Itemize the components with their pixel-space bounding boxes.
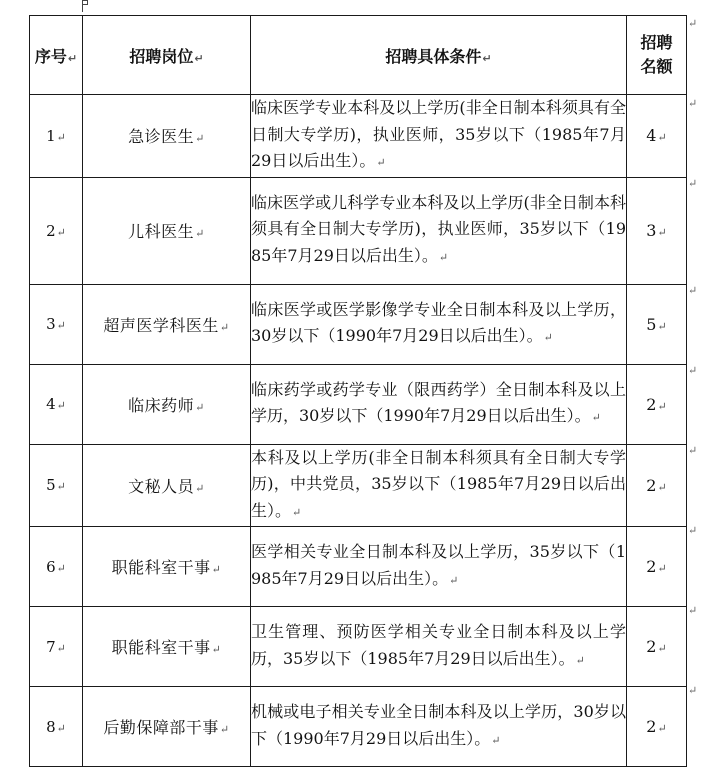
table-row — [30, 95, 687, 178]
row-end-mark: ↵ — [688, 684, 698, 697]
row-quota: 5↵ — [627, 284, 687, 364]
row-index: 1↵ — [30, 95, 83, 178]
row-end-mark: ↵ — [688, 364, 698, 377]
row-position: 急诊医生↵ — [83, 95, 251, 178]
table-row — [30, 177, 687, 284]
paragraph-anchor-mark — [82, 0, 89, 12]
row-conditions: 临床医学或儿科学专业本科及以上学历(非全日制本科须具有全日制大专学历)，执业医师，35岁以下（1985年7月29日以后出生）。↵ — [251, 177, 627, 284]
header-quota: 招聘名额 — [627, 16, 687, 95]
row-position: 职能科室干事↵ — [83, 527, 251, 607]
row-quota: 2↵ — [627, 607, 687, 687]
row-end-mark: ↵ — [688, 17, 698, 30]
row-conditions: 临床药学或药学专业（限西药学）全日制本科及以上学历，30岁以下（1990年7月29日以后出生）。↵ — [251, 364, 627, 444]
table-row — [30, 687, 687, 767]
row-quota: 2↵ — [627, 364, 687, 444]
row-quota: 2↵ — [627, 527, 687, 607]
row-index: 2↵ — [30, 177, 83, 284]
row-end-mark: ↵ — [688, 524, 698, 537]
row-position: 后勤保障部干事↵ — [83, 687, 251, 767]
table-row — [30, 527, 687, 607]
row-position: 职能科室干事↵ — [83, 607, 251, 687]
header-conditions: 招聘具体条件↵ — [251, 16, 627, 95]
row-conditions: 本科及以上学历(非全日制本科须具有全日制大专学历)，中共党员，35岁以下（1985年7月29日以后出生）。↵ — [251, 444, 627, 527]
table-row — [30, 444, 687, 527]
row-end-mark: ↵ — [688, 284, 698, 297]
row-end-mark: ↵ — [688, 444, 698, 457]
row-conditions: 卫生管理、预防医学相关专业全日制本科及以上学历，35岁以下（1985年7月29日以后出生）。↵ — [251, 607, 627, 687]
row-index: 4↵ — [30, 364, 83, 444]
row-conditions: 医学相关专业全日制本科及以上学历，35岁以下（1985年7月29日以后出生）。↵ — [251, 527, 627, 607]
table-row — [30, 284, 687, 364]
recruitment-table — [29, 15, 687, 767]
table-row — [30, 607, 687, 687]
row-quota: 4↵ — [627, 95, 687, 178]
table-row — [30, 364, 687, 444]
header-position: 招聘岗位↵ — [83, 16, 251, 95]
row-position: 临床药师↵ — [83, 364, 251, 444]
header-row — [30, 16, 687, 95]
row-end-mark: ↵ — [688, 97, 698, 110]
row-conditions: 机械或电子相关专业全日制本科及以上学历，30岁以下（1990年7月29日以后出生）。↵ — [251, 687, 627, 767]
row-index: 6↵ — [30, 527, 83, 607]
row-quota: 2↵ — [627, 687, 687, 767]
row-quota: 2↵ — [627, 444, 687, 527]
row-conditions: 临床医学或医学影像学专业全日制本科及以上学历，30岁以下（1990年7月29日以后出生）。↵ — [251, 284, 627, 364]
row-end-mark: ↵ — [688, 604, 698, 617]
row-end-mark: ↵ — [688, 177, 698, 190]
row-quota: 3↵ — [627, 177, 687, 284]
row-index: 8↵ — [30, 687, 83, 767]
row-position: 超声医学科医生↵ — [83, 284, 251, 364]
row-position: 文秘人员↵ — [83, 444, 251, 527]
row-index: 3↵ — [30, 284, 83, 364]
row-index: 5↵ — [30, 444, 83, 527]
header-index: 序号↵ — [30, 16, 83, 95]
row-position: 儿科医生↵ — [83, 177, 251, 284]
row-conditions: 临床医学专业本科及以上学历(非全日制本科须具有全日制大专学历)，执业医师，35岁以下（1985年7月29日以后出生）。↵ — [251, 95, 627, 178]
row-index: 7↵ — [30, 607, 83, 687]
